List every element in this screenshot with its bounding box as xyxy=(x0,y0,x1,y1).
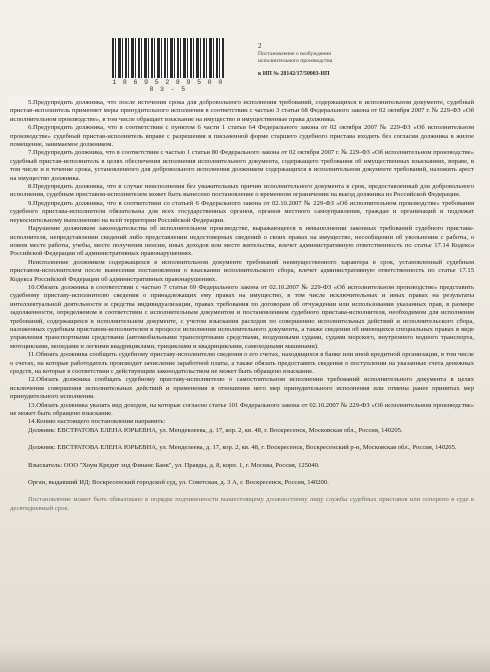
paragraph-7: 7.Предупредить должника, что в соответствии с частью 1 статьи 80 Федерального закона от 02 октября 2007 г. № 229-ФЗ «Об исполнительном производстве» судебный пристав-исполнитель в целях обеспечения исполнения исполнительного документа, содержащего требования об имущественных взысканиях, вправе, в том числе и в течение срока, установленного для добровольного исполнения должником содержащихся в исполнительном документе требований, наложить арест на имущество должника. xyxy=(10,149,474,182)
document-body xyxy=(10,99,474,513)
barcode-bars xyxy=(112,38,224,78)
spacer xyxy=(10,470,474,479)
header-note: Постановление о возбуждении исполнительного производства xyxy=(258,51,333,64)
barcode-number: 1 8 6 9 5 2 8 9 5 0 0 8 3 - 5 xyxy=(112,79,224,93)
paragraph-13: 13.Обязать должника указать вид доходов, на которые согласно статье 101 Федерального закона от 02.10.2007 № 229-ФЗ «Об исполнительном производстве» не может быть обращено взыскание. xyxy=(10,401,474,418)
paragraph-5: 5.Предупредить должника, что после истечения срока для добровольного исполнения требований, содержащихся в исполнительном документе, судебный пристав-исполнитель применяет меры принудительного исполнения в соответствии с частью 3 статьи 68 Федерального закона от 02 октября 2007 г. № 229-ФЗ «Об исполнительном производстве», в том числе обращает взыскание на имущество и имущественные права должника. xyxy=(10,99,474,123)
paragraph-8: 8.Предупредить должника, что в случае неисполнения без уважительных причин исполнительного документа в срок, предоставленный для добровольного исполнения, судебным приставом-исполнителем может быть вынесено постановление о временном ограничении на выезд должника из Российской Федерации. xyxy=(10,183,474,199)
paragraph-10: 10.Обязать должника в соответствии с частью 7 статьи 69 Федерального закона от 02.10.2007 № 229-ФЗ «Об исполнительном производстве» представить судебному приставу-исполнителю сведения о принадлежащих ему правах на имущество, в том числе исключительных и иных правах на результаты интеллектуальной деятельности и средства индивидуализации, правах требования по договорам об отчуждении или использовании указанных прав, в размере задолженности, определяемом в соответствии с исполнительным документом и постановлением судебного пристава-исполнителя, необходимом для исполнения требований, содержащихся в исполнительном документе, с учетом взыскания расходов по совершению исполнительных действий и исполнительского сбора, наложенных судебным приставом-исполнителем в процессе исполнения исполнительного документа, а также сведения об имеющихся специальных правах в виде управления транспортными средствами (автомобильными транспортными средствами, воздушными судами, судами морского, внутреннего водного транспорта, мотоциклами, мопедами и легкими квадрициклами, трициклами и квадрициклами, самоходными машинами). xyxy=(10,283,474,350)
spacer xyxy=(10,487,474,496)
barcode xyxy=(112,38,224,93)
paragraph-non-execution: Неисполнение должником содержащихся в исполнительном документе требований неимущественного характера в срок, установленный судебным приставом-исполнителем после вынесения постановления о взыскании исполнительского сбора, влечет административную ответственность по статье 17.15 Кодекса Российской Федерации об административных правонарушениях. xyxy=(10,258,474,283)
spacer xyxy=(10,453,474,462)
paragraph-violation: Нарушение должником законодательства об исполнительном производстве, выражающееся в невыполнении законных требований судебного пристава-исполнителя, непредставлении сведений либо представлении недостоверных сведений о своих правах на имущество, несообщении об увольнении с работы, о новом месте работы, учебы, месте получения пенсии, иных доходов или месте жительства, влечет административную ответственность по статье 17.14 Кодекса Российской Федерации об административных правонарушениях. xyxy=(10,225,474,258)
recipient-debtor: Должник: ЕВСТРАТОВА ЕЛЕНА ЮРЬЕВНА, ул. Менделеева, д. 17, кор. 2, кв. 48, г. Воскресенск, Воскресенский р-н, Московская обл., Россия, 140205. xyxy=(28,444,457,452)
paragraph-11: 11.Обязать должника сообщить судебному приставу-исполнителю сведения о его счетах, находящихся в банке или иной кредитной организации, в том числе о счетах, на которые работодатель производит зачисление заработной платы, а также обязать предоставить сведения о поступлении на указанные счета денежных средств, на которые в соответствии с действующим законодательством не может быть обращено взыскание. xyxy=(10,351,474,375)
appeal-note: Постановление может быть обжаловано в порядке подчиненности вышестоящему должностному лицу службы судебных приставов или оспорено в суде в десятидневный срок. xyxy=(10,496,474,512)
ip-number: к ИП № 28142/17/50003-ИП xyxy=(258,71,330,77)
page-number: 2 xyxy=(258,42,262,50)
paragraph-12: 12.Обязать должника сообщать судебному приставу-исполнителю о самостоятельном исполнении требований исполнительного документа в целях исключения совершения исполнительных действий и применения в отношении него мер принудительного исполнения или отмены ранее принятых мер принудительного исполнения. xyxy=(10,376,474,401)
paragraph-14: 14.Копию настоящего постановления направить: xyxy=(28,418,166,426)
paragraph-9: 9.Предупредить должника, что в соответствии со статьей 6 Федерального закона от 02.10.2007 № 229-ФЗ «Об исполнительном производстве» требования судебного пристава-исполнителя обязательны для всех государственных органов, органов местного самоуправления, граждан и организаций и подлежат неукоснительному выполнению на всей территории Российской Федерации. xyxy=(10,199,474,224)
recipient-issuing-authority: Орган, выдавший ИД: Воскресенский городской суд, ул. Советская, д. 3 А, г. Воскресенск, Россия, 140200. xyxy=(28,479,329,487)
spacer xyxy=(10,435,474,444)
recipient-creditor: Взыскатель: ООО "Хоум Кредит энд Финанс Банк", ул. Правды, д. 8, корп. 1, г. Москва, Россия, 125040. xyxy=(28,461,320,469)
paragraph-6: 6.Предупредить должника, что в соответствии с пунктом 6 части 1 статьи 64 Федерального закона от 02 октября 2007 № 229-ФЗ «Об исполнительном производстве» судебный пристав-исполнитель вправе с разрешения в письменной форме старшего судебного пристава входить без согласия должника в жилое помещение, занимаемое должником. xyxy=(10,124,474,149)
debtor-line: Должник: ЕВСТРАТОВА ЕЛЕНА ЮРЬЕВНА, ул. Мендевлеева, д. 17, кор. 2, кв. 48, г. Воскресенск, Московская обл., Россия, 140205. xyxy=(28,426,403,434)
